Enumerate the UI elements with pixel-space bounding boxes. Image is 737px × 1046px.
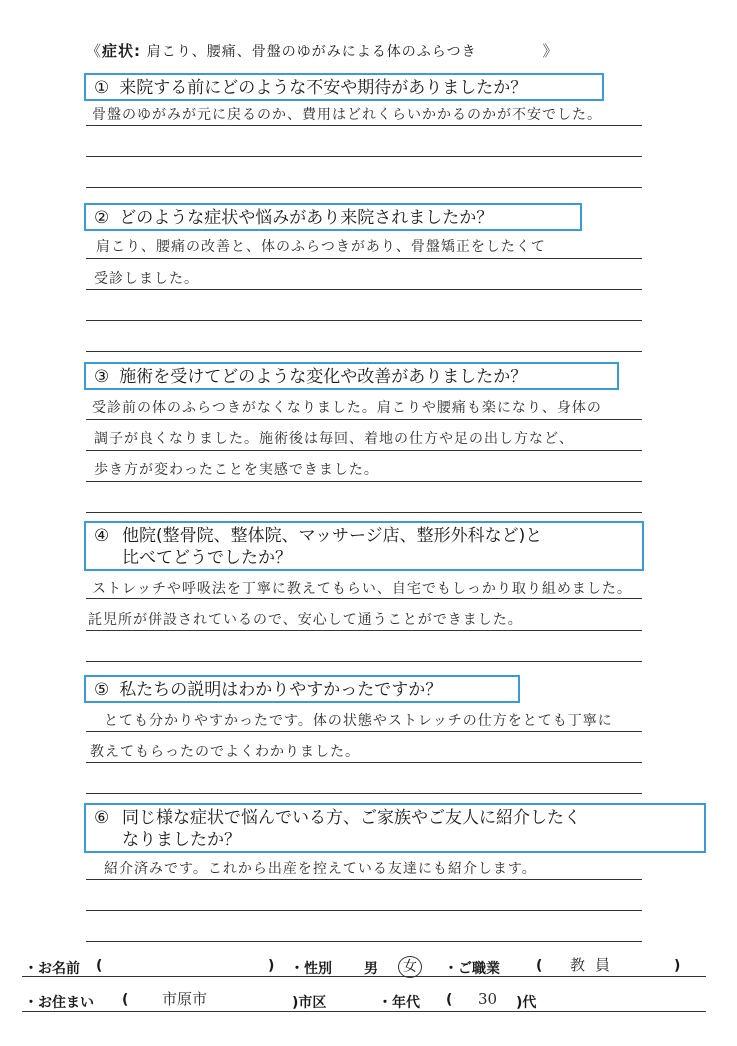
job-value: 教員 [570,956,621,974]
answer-rule [86,351,642,352]
footer-rule [22,1011,706,1012]
answer-1-line-1: 骨盤のゆがみが元に戻るのか、費用はどれくらいかかるのかが不安でした。 [92,107,602,123]
address-open-paren: ( [122,992,129,1008]
question-3-text: 施術を受けてどのような変化や改善がありましたか？ [119,367,528,387]
job-close-paren: ) [674,958,681,974]
answer-rule [86,258,642,259]
age-open-paren: ( [446,992,453,1008]
gender-label: ・性別 [290,961,332,977]
answer-rule [86,156,642,157]
answer-rule [86,125,642,126]
answer-rule [86,793,642,794]
question-5-text: 私たちの説明はわかりやすかったですか？ [119,680,443,700]
answer-4-line-2: 託児所が併設されているので、安心して通うことができました。 [88,612,523,628]
answer-2-line-2: 受診しました。 [94,271,199,287]
question-6-text: 同じ様な症状で悩んでいる方、ご家族やご友人に紹介したく なりましたか？ [122,808,581,850]
answer-rule [86,941,642,942]
question-5-number: ⑤ [94,680,110,700]
question-2-number: ② [94,208,110,228]
age-value: 30 [478,990,498,1008]
address-value: 市原市 [162,990,208,1008]
name-open-paren: ( [96,958,103,974]
gender-female-circled: 女 [398,956,422,978]
answer-4-line-1: ストレッチや呼吸法を丁寧に教えてもらい、自宅でもしっかり取り組めました。 [92,581,632,597]
question-1-box [84,73,604,101]
answer-rule [86,731,642,732]
question-3-number: ③ [94,367,110,387]
question-6-number: ⑥ [94,808,110,828]
answer-2-line-1: 肩こり、腰痛の改善と、体のふらつきがあり、骨盤矯正をしたくて [96,239,546,255]
answer-rule [86,762,642,763]
question-4-number: ④ [94,526,110,546]
symptoms-value: 肩こり、腰痛、骨盤のゆがみによる体のふらつき [146,44,477,60]
answer-rule [86,289,642,290]
answer-rule [86,481,642,482]
name-close-paren: ) [268,958,275,974]
answer-rule [86,187,642,188]
job-open-paren: ( [536,958,543,974]
question-1-number: ① [94,78,110,98]
answer-rule [86,512,642,513]
answer-3-line-3: 歩き方が変わったことを実感できました。 [94,462,379,478]
symptoms-label: 症状: [102,42,142,60]
question-2-box [84,203,582,231]
answer-5-line-1: とても分かりやすかったです。体の状態やストレッチの仕方をとても丁寧に [104,713,613,729]
question-3-box [84,362,619,390]
question-4-box [84,521,644,571]
answer-rule [86,598,642,599]
question-4-text: 他院(整骨院、整体院、マッサージ店、整形外科など)と 比べてどうでしたか？ [122,526,543,568]
answer-3-line-2: 調子が良くなりました。施術後は毎回、着地の仕方や足の出し方など、 [94,431,574,447]
gender-male: 男 [364,961,378,977]
question-6-box [84,803,706,853]
answer-5-line-2: 教えてもらったのでよくわかりました。 [90,744,360,760]
name-label: ・お名前 [24,961,80,977]
header-close-bracket: 》 [542,42,559,60]
header-open-bracket: 《 [86,42,103,60]
question-1-text: 来院する前にどのような不安や期待がありましたか？ [119,78,528,98]
answer-rule [86,630,642,631]
footer-rule [22,976,706,977]
symptoms-header [86,40,558,61]
answer-3-line-1: 受診前の体のふらつきがなくなりました。肩こりや腰痛も楽になり、身体の [92,400,602,416]
age-suffix: )代 [516,995,537,1011]
age-label: ・年代 [378,995,420,1011]
answer-rule [86,661,642,662]
answer-6-line-1: 紹介済みです。これから出産を控えている友達にも紹介します。 [104,861,537,877]
answer-rule [86,320,642,321]
job-label: ・ご職業 [444,961,500,977]
answer-rule [86,450,642,451]
answer-rule [86,419,642,420]
question-5-box [84,675,520,703]
answer-rule [86,910,642,911]
question-2-text: どのような症状や悩みがあり来院されましたか？ [119,208,494,228]
address-label: ・お住まい [24,995,94,1011]
address-suffix: )市区 [292,995,327,1011]
answer-rule [86,879,642,880]
